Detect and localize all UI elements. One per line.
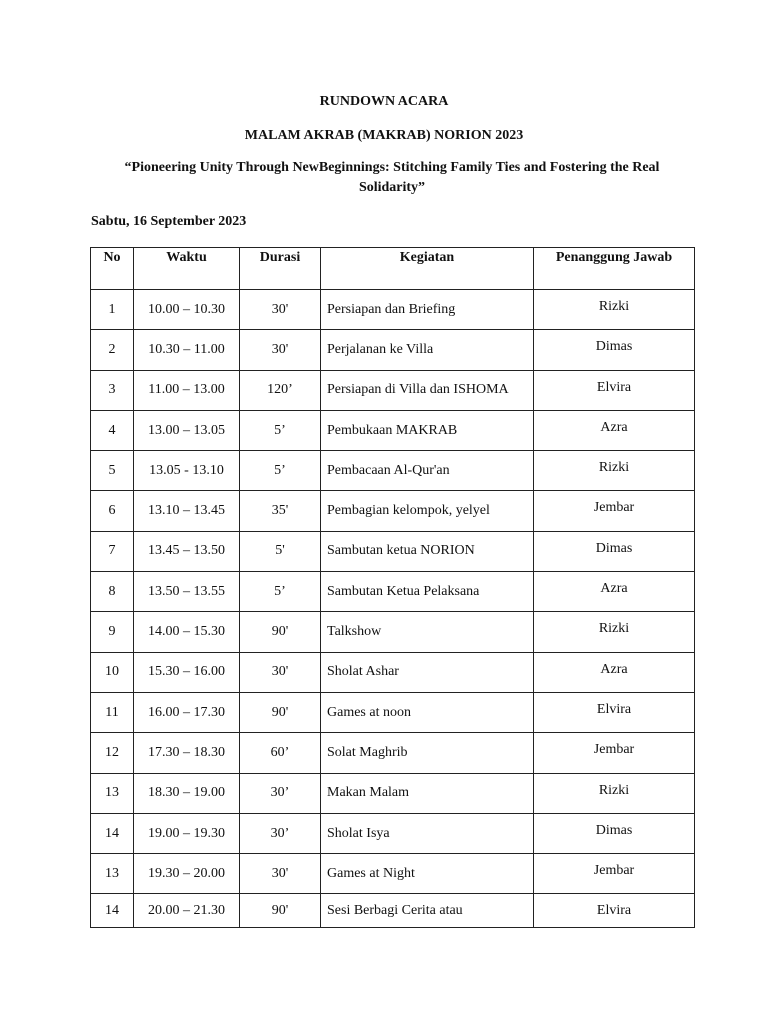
cell-pic: Jembar xyxy=(534,854,695,894)
cell-activity: Makan Malam xyxy=(321,773,534,813)
cell-time: 13.10 – 13.45 xyxy=(134,491,240,531)
cell-no: 4 xyxy=(91,410,134,450)
cell-no: 1 xyxy=(91,290,134,330)
cell-duration: 5' xyxy=(240,531,321,571)
cell-no: 3 xyxy=(91,370,134,410)
cell-pic: Rizki xyxy=(534,290,695,330)
header-no: No xyxy=(91,248,134,290)
table-row xyxy=(91,692,695,732)
header-pic: Penanggung Jawab xyxy=(534,248,695,290)
cell-duration: 30’ xyxy=(240,813,321,853)
cell-duration: 60’ xyxy=(240,733,321,773)
cell-duration: 90' xyxy=(240,612,321,652)
cell-activity: Persiapan dan Briefing xyxy=(321,290,534,330)
cell-time: 20.00 – 21.30 xyxy=(134,894,240,928)
cell-pic: Dimas xyxy=(534,813,695,853)
cell-activity: Persiapan di Villa dan ISHOMA xyxy=(321,370,534,410)
cell-time: 17.30 – 18.30 xyxy=(134,733,240,773)
cell-duration: 90' xyxy=(240,894,321,928)
cell-time: 10.30 – 11.00 xyxy=(134,330,240,370)
cell-activity: Sholat Isya xyxy=(321,813,534,853)
cell-activity: Talkshow xyxy=(321,612,534,652)
cell-time: 11.00 – 13.00 xyxy=(134,370,240,410)
table-row xyxy=(91,773,695,813)
cell-duration: 30' xyxy=(240,652,321,692)
cell-duration: 30' xyxy=(240,290,321,330)
cell-pic: Dimas xyxy=(534,330,695,370)
cell-duration: 120’ xyxy=(240,370,321,410)
cell-pic: Elvira xyxy=(534,894,695,928)
cell-pic: Elvira xyxy=(534,370,695,410)
document-title: RUNDOWN ACARA xyxy=(319,94,449,109)
cell-duration: 30’ xyxy=(240,773,321,813)
cell-pic: Rizki xyxy=(534,773,695,813)
cell-pic: Jembar xyxy=(534,733,695,773)
cell-duration: 30' xyxy=(240,854,321,894)
cell-pic: Azra xyxy=(534,572,695,612)
table-row xyxy=(91,370,695,410)
event-name: MALAM AKRAB (MAKRAB) NORION 2023 xyxy=(244,128,524,143)
cell-no: 11 xyxy=(91,692,134,732)
cell-activity: Sesi Berbagi Cerita atau xyxy=(321,894,534,928)
cell-no: 6 xyxy=(91,491,134,531)
table-row xyxy=(91,733,695,773)
cell-no: 10 xyxy=(91,652,134,692)
cell-activity: Pembagian kelompok, yelyel xyxy=(321,491,534,531)
cell-time: 13.45 – 13.50 xyxy=(134,531,240,571)
cell-time: 16.00 – 17.30 xyxy=(134,692,240,732)
cell-time: 18.30 – 19.00 xyxy=(134,773,240,813)
header-duration: Durasi xyxy=(240,248,321,290)
cell-pic: Jembar xyxy=(534,491,695,531)
table-row xyxy=(91,410,695,450)
cell-pic: Rizki xyxy=(534,612,695,652)
cell-activity: Solat Maghrib xyxy=(321,733,534,773)
cell-duration: 5’ xyxy=(240,410,321,450)
cell-no: 9 xyxy=(91,612,134,652)
cell-no: 7 xyxy=(91,531,134,571)
cell-no: 13 xyxy=(91,773,134,813)
cell-activity: Sambutan ketua NORION xyxy=(321,531,534,571)
cell-activity: Sambutan Ketua Pelaksana xyxy=(321,572,534,612)
cell-no: 14 xyxy=(91,894,134,928)
cell-duration: 5’ xyxy=(240,451,321,491)
table-row xyxy=(91,491,695,531)
header-activity: Kegiatan xyxy=(321,248,534,290)
table-row xyxy=(91,813,695,853)
table-row xyxy=(91,894,695,928)
cell-activity: Sholat Ashar xyxy=(321,652,534,692)
cell-duration: 90' xyxy=(240,692,321,732)
cell-time: 10.00 – 10.30 xyxy=(134,290,240,330)
cell-pic: Azra xyxy=(534,410,695,450)
cell-time: 13.05 - 13.10 xyxy=(134,451,240,491)
cell-no: 13 xyxy=(91,854,134,894)
table-row xyxy=(91,652,695,692)
event-date: Sabtu, 16 September 2023 xyxy=(91,214,247,229)
header-time: Waktu xyxy=(134,248,240,290)
cell-activity: Pembacaan Al-Qur'an xyxy=(321,451,534,491)
cell-activity: Perjalanan ke Villa xyxy=(321,330,534,370)
cell-no: 2 xyxy=(91,330,134,370)
table-row xyxy=(91,451,695,491)
table-header-row xyxy=(91,248,695,290)
cell-activity: Pembukaan MAKRAB xyxy=(321,410,534,450)
cell-activity: Games at Night xyxy=(321,854,534,894)
cell-pic: Azra xyxy=(534,652,695,692)
cell-pic: Rizki xyxy=(534,451,695,491)
table-row xyxy=(91,854,695,894)
cell-duration: 5’ xyxy=(240,572,321,612)
table-row xyxy=(91,531,695,571)
table-row xyxy=(91,612,695,652)
cell-no: 8 xyxy=(91,572,134,612)
cell-no: 14 xyxy=(91,813,134,853)
table-row xyxy=(91,572,695,612)
cell-activity: Games at noon xyxy=(321,692,534,732)
rundown-table xyxy=(90,247,695,928)
cell-time: 14.00 – 15.30 xyxy=(134,612,240,652)
cell-duration: 35' xyxy=(240,491,321,531)
cell-time: 13.00 – 13.05 xyxy=(134,410,240,450)
event-tagline: “Pioneering Unity Through NewBeginnings: Stitching Family Ties and Fostering the Real Solidarity” xyxy=(124,160,660,195)
cell-pic: Elvira xyxy=(534,692,695,732)
cell-duration: 30' xyxy=(240,330,321,370)
cell-time: 13.50 – 13.55 xyxy=(134,572,240,612)
cell-no: 12 xyxy=(91,733,134,773)
cell-time: 19.30 – 20.00 xyxy=(134,854,240,894)
cell-time: 15.30 – 16.00 xyxy=(134,652,240,692)
cell-no: 5 xyxy=(91,451,134,491)
cell-pic: Dimas xyxy=(534,531,695,571)
cell-time: 19.00 – 19.30 xyxy=(134,813,240,853)
table-row xyxy=(91,330,695,370)
table-row xyxy=(91,290,695,330)
